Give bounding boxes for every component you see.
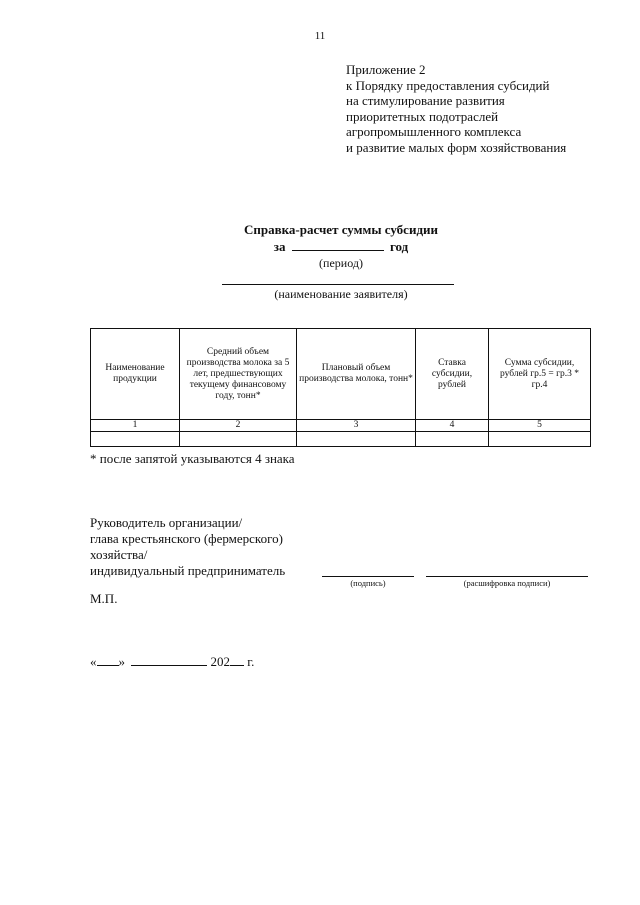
year-field[interactable]	[230, 654, 244, 666]
signer-line: глава крестьянского (фермерского)	[90, 531, 283, 546]
table-cell[interactable]	[180, 432, 297, 447]
year-suffix: г.	[247, 654, 255, 669]
column-number: 2	[180, 420, 297, 432]
appendix-line: приоритетных подотраслей	[346, 108, 499, 124]
subsidy-calculation-table	[90, 328, 591, 447]
appendix-line: Приложение 2	[346, 62, 426, 77]
day-field[interactable]	[97, 654, 119, 666]
table-cell[interactable]	[416, 432, 489, 447]
table-cell[interactable]	[91, 432, 180, 447]
table-cell[interactable]	[297, 432, 416, 447]
column-number: 3	[297, 420, 416, 432]
appendix-block	[346, 62, 566, 155]
for-word: за	[273, 239, 286, 254]
date-line	[90, 654, 254, 670]
signer-line: Руководитель организации/	[90, 515, 243, 530]
column-header: Сумма субсидии, рублей гр.5 = гр.3 * гр.4	[489, 329, 591, 420]
month-field[interactable]	[131, 654, 207, 666]
stamp-place: М.П.	[90, 591, 118, 606]
appendix-line: и развитие малых форм хозяйствования	[346, 139, 567, 155]
column-number: 1	[91, 420, 180, 432]
close-quote: »	[118, 654, 125, 669]
signature-decoding-field[interactable]	[426, 576, 588, 577]
column-header: Средний объем производства молока за 5 лет, предшествующих текущему финансовому году, тонн*	[180, 329, 297, 420]
column-number-row	[91, 420, 591, 432]
footnote: * после запятой указываются 4 знака	[90, 451, 295, 466]
appendix-line: агропромышленного комплекса	[346, 124, 522, 139]
column-header: Наименование продукции	[91, 329, 180, 420]
signer-line: индивидуальный предприниматель	[90, 563, 286, 578]
appendix-line: к Порядку предоставления субсидий	[346, 77, 550, 93]
period-line	[0, 239, 640, 255]
signer-line: хозяйства/	[90, 547, 148, 562]
column-number: 4	[416, 420, 489, 432]
signature-decoding-caption: (расшифровка подписи)	[463, 578, 551, 588]
period-field[interactable]	[292, 239, 384, 251]
signature-caption: (подпись)	[350, 578, 386, 588]
applicant-caption: (наименование заявителя)	[274, 287, 408, 301]
table-row	[91, 432, 591, 447]
table-cell[interactable]	[489, 432, 591, 447]
appendix-line: на стимулирование развития	[346, 93, 505, 108]
column-header: Ставка субсидии, рублей	[416, 329, 489, 420]
page-number: 11	[314, 30, 326, 42]
year-word: год	[389, 239, 409, 254]
column-header: Плановый объем производства молока, тонн*	[297, 329, 416, 420]
applicant-name-field[interactable]	[222, 284, 454, 285]
document-title: Справка-расчет суммы субсидии	[243, 222, 438, 237]
open-quote: «	[90, 654, 97, 669]
signer-block	[90, 515, 285, 579]
column-number: 5	[489, 420, 591, 432]
year-prefix: 202	[210, 654, 230, 669]
table-header-row	[91, 329, 591, 420]
signature-field[interactable]	[322, 576, 414, 577]
period-caption: (период)	[319, 256, 363, 270]
